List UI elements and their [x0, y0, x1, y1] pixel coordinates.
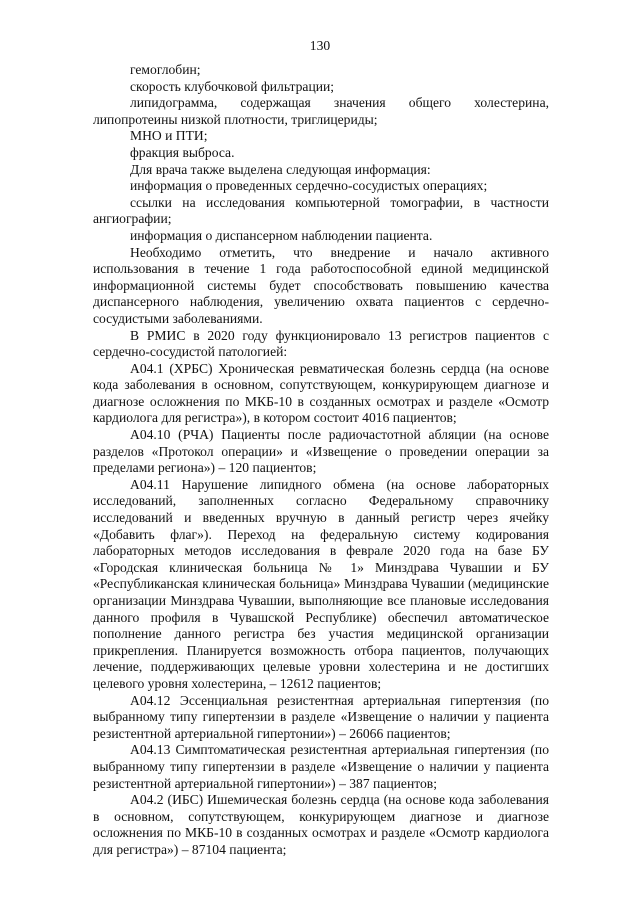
paragraph: скорость клубочковой фильтрации;: [130, 78, 335, 94]
paragraph: В РМИС в 2020 году функционировало 13 регистров пациентов с сердечно-сосудистой патологией:: [93, 327, 549, 360]
paragraph: А04.1 (ХРБС) Хроническая ревматическая болезнь сердца (на основе кода заболевания в основном, сопутствующем, конкурирующем диагнозе и диагнозе осложнения по МКБ-10 в созданных осмотрах и разделе «Осмотр кардиолога для регистра»), в котором состоит 4016 пациентов;: [93, 360, 549, 426]
document-body: [93, 62, 549, 859]
paragraph: информация о проведенных сердечно-сосудистых операциях;: [130, 178, 488, 194]
paragraph: гемоглобин;: [130, 62, 201, 77]
paragraph: фракция выброса.: [130, 144, 235, 160]
paragraph: А04.12 Эссенциальная резистентная артериальная гипертензия (по выбранному типу гипертензии в разделе «Извещение о наличии у пациента резистентной артериальной гипертонии») – 26066 пациентов;: [93, 692, 549, 741]
paragraph: ссылки на исследования компьютерной томографии, в частности ангиографии;: [93, 194, 549, 227]
paragraph: Для врача также выделена следующая информация:: [130, 161, 431, 177]
paragraph: А04.10 (РЧА) Пациенты после радиочастотной абляции (на основе разделов «Протокол операции» и «Извещение о проведении операции за пределами региона») – 120 пациентов;: [93, 427, 549, 476]
paragraph: МНО и ПТИ;: [130, 128, 208, 144]
paragraph: информация о диспансерном наблюдении пациента.: [130, 227, 433, 243]
paragraph: А04.2 (ИБС) Ишемическая болезнь сердца (на основе кода заболевания в основном, сопутствующем, конкурирующем диагнозе и диагнозе осложнения по МКБ-10 в созданных осмотрах и разделе «Осмотр кардиолога для регистра») – 87104 пациента;: [93, 792, 549, 857]
page-number: 130: [309, 38, 331, 53]
paragraph: Необходимо отметить, что внедрение и начало активного использования в течение 1 года работоспособной единой медицинской информационной системы будет способствовать повышению качества диспансерного наблюдения, увеличению охвата пациентов с сердечно-сосудистыми заболеваниями.: [93, 244, 549, 326]
paragraph: А04.13 Симптоматическая резистентная артериальная гипертензия (по выбранному типу гипертензии в разделе «Извещение о наличии у пациента резистентной артериальной гипертонии») – 387 пациентов;: [93, 742, 549, 791]
paragraph: А04.11 Нарушение липидного обмена (на основе лабораторных исследований, заполненных согласно Федеральному справочнику исследований и введенных вручную в данный регистр через ячейку «Добавить флаг»). Переход на федеральную систему кодирования лабораторных методов исследования в феврале 2020 года на базе БУ «Городская клиническая больница № 1» Минздрава Чувашии и БУ «Республиканская клиническая больница» Минздрава Чувашии (медицинские организации Минздрава Чувашии, выполняющие все плановые исследования данного профиля в Чувашской Республике) обеспечил автоматическое пополнение данного регистра без участия медицинской организации прикрепления. Планируется возможность отбора пациентов, получающих лечение, поддерживающих целевые уровни холестерина и не достигших целевого уровня холестерина, – 12612 пациентов;: [93, 476, 549, 691]
paragraph: липидограмма, содержащая значения общего холестерина, липопротеины низкой плотности, триглицериды;: [93, 95, 549, 127]
